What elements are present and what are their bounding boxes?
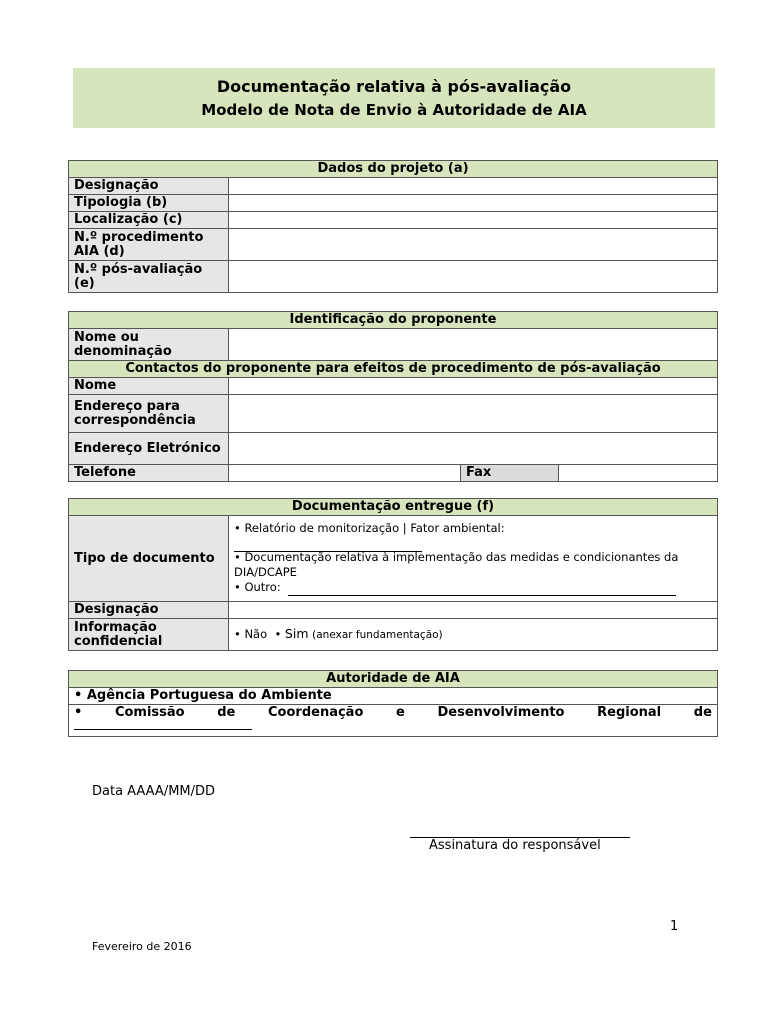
field-label: Designação <box>69 178 229 195</box>
endereco-field[interactable] <box>229 395 718 433</box>
option-apa[interactable]: • Agência Portuguesa do Ambiente <box>69 688 718 705</box>
field-label: Tipologia (b) <box>69 195 229 212</box>
confidential-options <box>229 619 718 651</box>
date-field: Data AAAA/MM/DD <box>92 784 216 799</box>
authority-table <box>68 670 718 737</box>
doc-designacao-field[interactable] <box>229 602 718 619</box>
field-label: Endereço Eletrónico <box>69 433 229 465</box>
project-data-table <box>68 160 718 293</box>
pos-avaliacao-field[interactable] <box>229 261 718 293</box>
nome-field[interactable] <box>229 378 718 395</box>
section-heading: Dados do projeto (a) <box>69 161 718 178</box>
footer-date: Fevereiro de 2016 <box>92 940 192 953</box>
designacao-field[interactable] <box>229 178 718 195</box>
field-label: Nome <box>69 378 229 395</box>
signature-line[interactable] <box>410 826 630 838</box>
field-label: Endereço para correspondência <box>69 395 229 433</box>
field-label: N.º pós-avaliação (e) <box>69 261 229 293</box>
document-title: Documentação relativa à pós-avaliação <box>216 77 572 96</box>
section-heading: Documentação entregue (f) <box>69 499 718 516</box>
contacts-heading: Contactos do proponente para efeitos de procedimento de pós-avaliação <box>69 361 718 378</box>
option-monitoring[interactable]: • Relatório de monitorização | Fator ambiental: <box>234 521 505 535</box>
option-ccdr[interactable]: • Comissão de Coordenação e Desenvolvimento Regional de <box>69 705 718 737</box>
field-label: Telefone <box>69 465 229 482</box>
documentation-table <box>68 498 718 651</box>
option-nao[interactable]: • Não <box>234 627 268 641</box>
option-implementation[interactable]: • Documentação relativa à implementação das medidas e condicionantes da DIA/DCAPE <box>234 550 679 579</box>
field-label: Tipo de documento <box>69 516 229 602</box>
field-label: N.º procedimento AIA (d) <box>69 229 229 261</box>
option-other[interactable]: • Outro: <box>234 580 712 596</box>
field-label: Informação confidencial <box>69 619 229 651</box>
procedimento-field[interactable] <box>229 229 718 261</box>
email-field[interactable] <box>229 433 718 465</box>
proponent-table <box>68 311 718 482</box>
signature-label: Assinatura do responsável <box>429 838 601 853</box>
option-sim[interactable]: • Sim <box>274 626 309 641</box>
document-type-options <box>229 516 718 602</box>
outro-line[interactable] <box>288 580 676 596</box>
field-label: Nome ou denominação <box>69 329 229 361</box>
page-number: 1 <box>670 919 679 934</box>
nome-denominacao-field[interactable] <box>229 329 718 361</box>
field-label: Fax <box>461 465 559 482</box>
localizacao-field[interactable] <box>229 212 718 229</box>
document-subtitle: Modelo de Nota de Envio à Autoridade de AIA <box>201 101 587 119</box>
document-header <box>73 68 715 128</box>
section-heading: Identificação do proponente <box>69 312 718 329</box>
sim-note: (anexar fundamentação) <box>312 629 443 641</box>
ccdr-line[interactable] <box>74 720 252 730</box>
fax-field[interactable] <box>559 465 718 482</box>
field-label: Designação <box>69 602 229 619</box>
section-heading: Autoridade de AIA <box>69 671 718 688</box>
telefone-field[interactable] <box>229 465 461 482</box>
field-label: Localização (c) <box>69 212 229 229</box>
tipologia-field[interactable] <box>229 195 718 212</box>
